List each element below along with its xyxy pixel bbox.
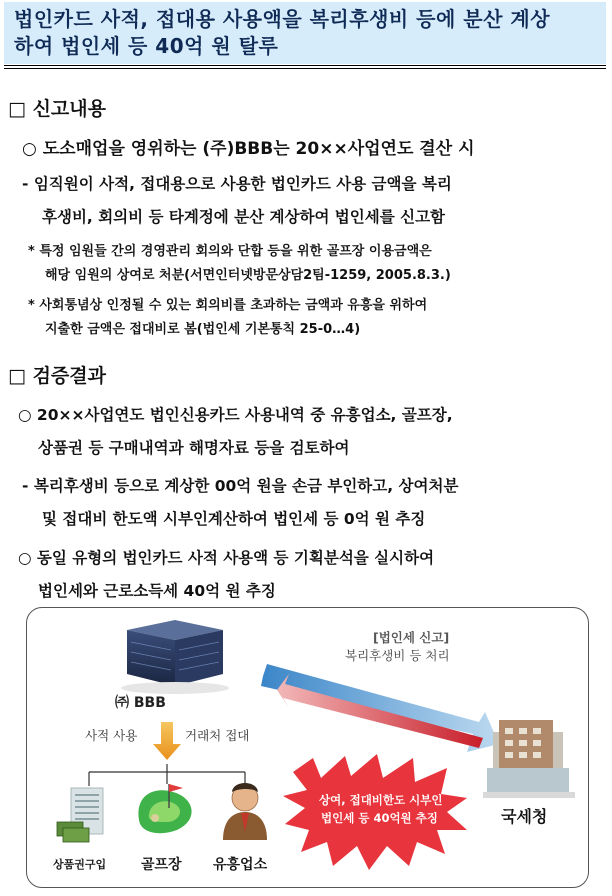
report-note-1-line-1: * 특정 임원들 간의 경영관리 회의와 단합 등을 위한 골프장 이용금액은 [28,244,432,259]
item-golf-label: 골프장 [141,857,182,873]
company-label: ㈜ BBB [115,695,166,711]
result-heading: □ 검증결과 [8,365,106,387]
report-sub-label: 복리후생비 등 처리 [345,648,450,663]
report-dash-line-1: - 임직원이 사적, 접대용으로 사용한 법인카드 사용 금액을 복리 [22,175,452,193]
tax-office-building-icon [483,720,575,798]
report-dash-line-2: 후생비, 회의비 등 타계정에 분산 계상하여 법인세를 신고함 [42,208,446,226]
entertainment-person-icon [223,783,267,840]
result-dash-line-2: 및 접대비 한도액 시부인계산하여 법인세 등 0억 원 추징 [42,510,426,528]
golf-course-icon [138,784,191,833]
item-gift-certificate-label: 상품권구입 [53,858,107,871]
result-bullet-1-line-1: ○ 20××사업연도 법인신용카드 사용내역 중 유흥업소, 골프장, [18,406,453,424]
title-line-2: 하여 법인세 등 40억 원 탈루 [14,34,279,58]
nts-label: 국세청 [501,807,548,826]
burst-line-2: 법인세 등 40억원 추징 [321,811,438,825]
result-bullet-2-line-2: 법인세와 근로소득세 40억 원 추징 [38,582,276,600]
report-note-2-line-1: * 사회통념상 인정될 수 있는 회의비를 초과하는 금액과 유흥을 위하여 [28,298,428,313]
report-label: [법인세 신고] [373,630,450,645]
connector-lines [89,764,245,786]
report-heading: □ 신고내용 [8,98,106,120]
result-dash-line-1: - 복리후생비 등으로 계상한 00억 원을 손금 부인하고, 상여처분 [22,477,459,495]
burst-line-1: 상여, 접대비한도 시부인 [319,793,443,807]
scheme-diagram [26,607,589,888]
title-rule-top [4,65,606,66]
company-building-icon [121,620,229,694]
title-banner [4,2,606,64]
title-line-1: 법인카드 사적, 접대용 사용액을 복리후생비 등에 분산 계상 [14,7,551,31]
report-bullet: ○ 도소매업을 영위하는 (주)BBB는 20××사업연도 결산 시 [22,139,475,159]
usage-arrow [153,722,181,760]
report-note-1-line-2: 해당 임원의 상여로 처분(서면인터넷방문상담2팀-1259, 2005.8.3.) [45,268,451,283]
item-entertainment-label: 유흥업소 [213,857,268,873]
title-rule-bottom [4,68,606,69]
report-note-2-line-2: 지출한 금액은 접대비로 봄(법인세 기본통칙 25-0…4) [45,322,361,337]
result-bullet-2-line-1: ○ 동일 유형의 법인카드 사적 사용액 등 기획분석을 실시하여 [18,549,435,567]
usage-right-label: 거래처 접대 [185,728,250,743]
gift-certificate-icon [57,788,103,842]
usage-left-label: 사적 사용 [85,728,138,743]
diagram-graphics [27,608,590,889]
result-bullet-1-line-2: 상품권 등 구매내역과 해명자료 등을 검토하여 [38,439,350,457]
